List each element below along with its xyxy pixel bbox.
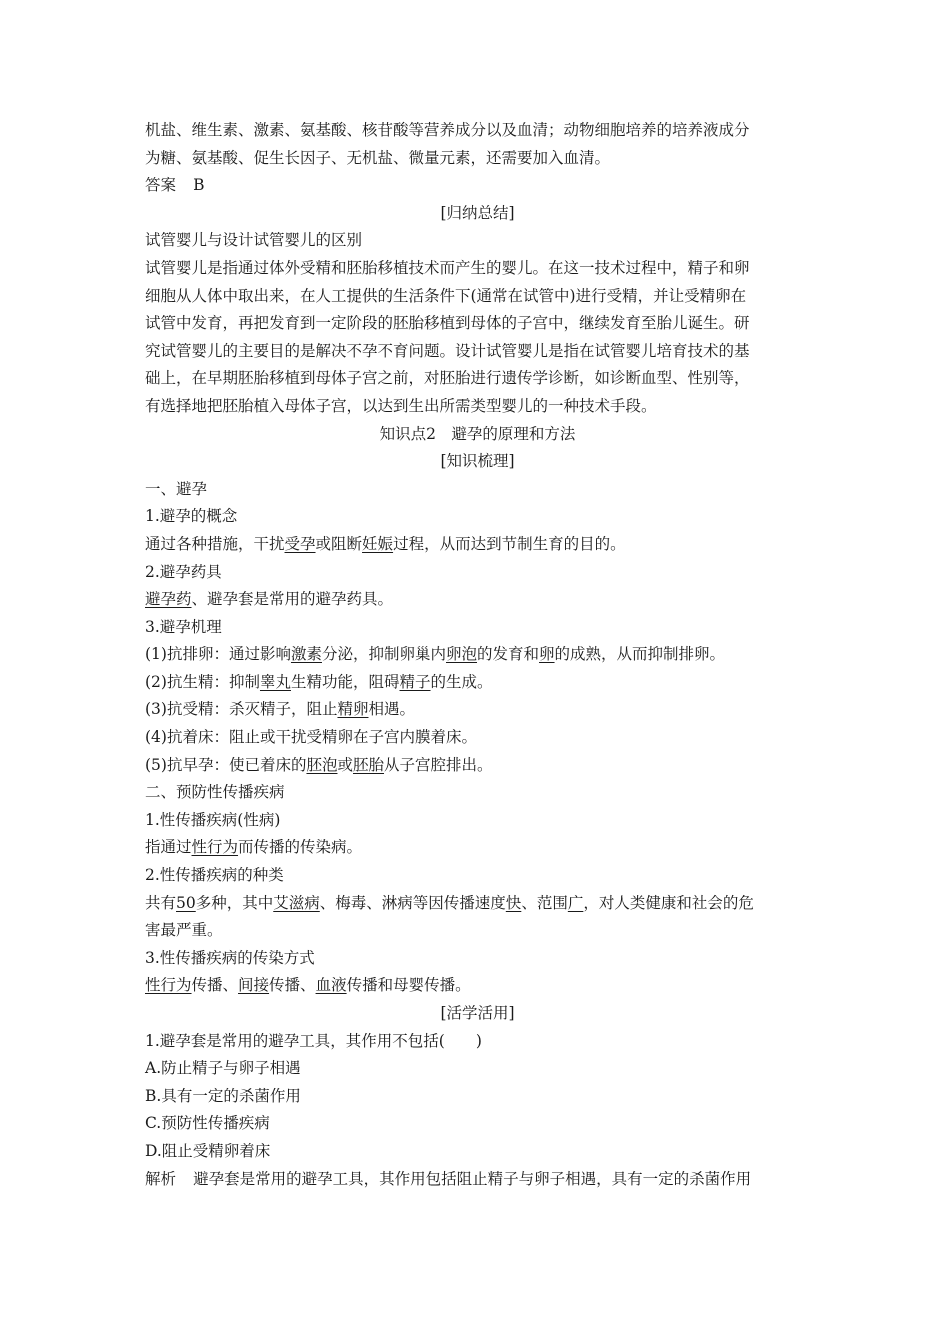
section-title: 二、预防性传播疾病 — [145, 783, 285, 802]
question-stem: 1.避孕套是常用的避孕工具，其作用不包括( ) — [145, 1031, 482, 1050]
analysis-text: 避孕套是常用的避孕工具，其作用包括阻止精子与卵子相遇，具有一定的杀菌作用 — [193, 1169, 752, 1188]
kinds-text: 共有50多种，其中艾滋病、梅毒、淋病等因传播速度快、范围广，对人类健康和社会的危 — [145, 893, 754, 912]
answer-value: B — [193, 176, 205, 195]
key-term: 胚泡 — [306, 755, 338, 774]
answer-line — [145, 172, 810, 200]
key-term: 卵 — [539, 645, 555, 664]
subsection-title: 1.性传播疾病(性病) — [145, 810, 281, 829]
document-body — [145, 117, 810, 1193]
analysis-label: 解析 — [145, 1169, 177, 1188]
subsection-title: 1.避孕的概念 — [145, 507, 238, 526]
key-term: 间接 — [238, 976, 270, 995]
key-term: 避孕药 — [145, 590, 192, 609]
key-term: 睾丸 — [259, 672, 291, 691]
analysis-line — [145, 1166, 810, 1194]
kinds-text: 害最严重。 — [145, 921, 223, 940]
key-term: 性行为 — [145, 976, 192, 995]
key-term: 胚胎 — [353, 755, 385, 774]
mechanism-item: (5)抗早孕：使已着床的胚泡或胚胎从子宫腔排出。 — [145, 755, 493, 774]
summary-line: 试管婴儿是指通过体外受精和胚胎移植技术而产生的婴儿。在这一技术过程中，精子和卵 — [145, 258, 750, 277]
knowledge-heading: [知识梳理] — [440, 452, 515, 471]
mechanism-item: (1)抗排卵：通过影响激素分泌，抑制卵巢内卵泡的发育和卵的成熟，从而抑制排卵。 — [145, 645, 726, 664]
option-b: B.具有一定的杀菌作用 — [145, 1086, 301, 1105]
modes-text: 性行为传播、间接传播、血液传播和母婴传播。 — [145, 976, 471, 995]
summary-line: 础上，在早期胚胎移植到母体子宫之前，对胚胎进行遗传学诊断，如诊断血型、性别等， — [145, 369, 750, 388]
summary-line: 试管中发育，再把发育到一定阶段的胚胎移植到母体的子宫中，继续发育至胎儿诞生。研 — [145, 314, 750, 333]
key-term: 艾滋病 — [273, 893, 320, 912]
key-term: 50 — [176, 893, 196, 912]
knowledge-point-title: 知识点2 避孕的原理和方法 — [379, 424, 576, 443]
mechanism-item: (4)抗着床：阻止或干扰受精卵在子宫内膜着床。 — [145, 728, 477, 747]
key-term: 精子 — [399, 672, 431, 691]
option-a: A.防止精子与卵子相遇 — [145, 1059, 301, 1078]
key-term: 性行为 — [191, 838, 239, 857]
mechanism-item: (3)抗受精：杀灭精子，阻止精卵相遇。 — [145, 700, 415, 719]
summary-line: 细胞从人体中取出来，在人工提供的生活条件下(通常在试管中)进行受精，并让受精卵在 — [145, 286, 747, 305]
subsection-title: 3.性传播疾病的传染方式 — [145, 948, 315, 967]
section-title: 一、避孕 — [145, 479, 208, 498]
intro-line: 为糖、氨基酸、促生长因子、无机盐、微量元素，还需要加入血清。 — [145, 148, 611, 167]
practice-heading: [活学活用] — [440, 1004, 515, 1022]
key-term: 卵泡 — [446, 645, 478, 664]
key-term: 妊娠 — [362, 534, 394, 553]
option-c: C.预防性传播疾病 — [145, 1114, 270, 1133]
key-term: 快 — [505, 893, 522, 912]
summary-heading: [归纳总结] — [440, 203, 515, 222]
intro-line: 机盐、维生素、激素、氨基酸、核苷酸等营养成分以及血清；动物细胞培养的培养液成分 — [145, 121, 750, 139]
subsection-title: 2.避孕药具 — [145, 562, 222, 581]
key-term: 激素 — [290, 645, 322, 664]
key-term: 血液 — [315, 976, 347, 995]
mechanism-item: (2)抗生精：抑制睾丸生精功能，阻碍精子的生成。 — [145, 672, 493, 691]
summary-line: 有选择地把胚胎植入母体子宫，以达到生出所需类型婴儿的一种技术手段。 — [145, 396, 657, 415]
summary-line: 究试管婴儿的主要目的是解决不孕不育问题。设计试管婴儿是指在试管婴儿培育技术的基 — [145, 341, 750, 360]
definition-text: 指通过性行为而传播的传染病。 — [145, 838, 363, 857]
drugs-text: 避孕药、避孕套是常用的避孕药具。 — [145, 590, 394, 609]
key-term: 广 — [567, 893, 584, 912]
concept-text: 通过各种措施，干扰受孕或阻断妊娠过程，从而达到节制生育的目的。 — [145, 534, 626, 553]
summary-title: 试管婴儿与设计试管婴儿的区别 — [145, 231, 363, 250]
key-term: 受孕 — [284, 534, 316, 553]
answer-label: 答案 — [145, 176, 177, 195]
key-term: 精卵 — [337, 700, 369, 719]
subsection-title: 3.避孕机理 — [145, 617, 222, 636]
subsection-title: 2.性传播疾病的种类 — [145, 866, 284, 885]
option-d: D.阻止受精卵着床 — [145, 1141, 271, 1160]
